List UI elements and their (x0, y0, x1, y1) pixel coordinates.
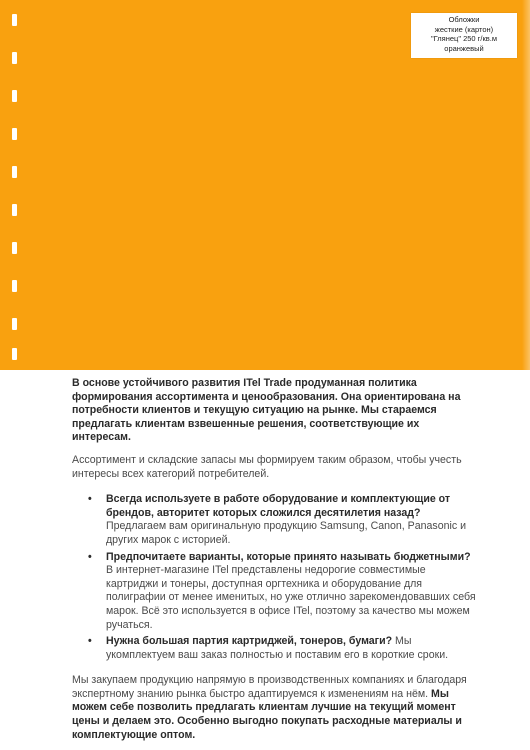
punch-hole (12, 14, 17, 26)
punch-hole (12, 52, 17, 64)
label-color: оранжевый (444, 43, 484, 53)
list-item (106, 493, 480, 547)
punch-hole (12, 242, 17, 254)
punch-hole (12, 348, 17, 360)
punch-hole (12, 128, 17, 140)
punch-hole (12, 166, 17, 178)
punch-hole (12, 318, 17, 330)
product-label (411, 13, 517, 58)
list-item (106, 551, 480, 633)
closing-paragraph (72, 674, 480, 742)
company-text (72, 377, 480, 742)
punch-hole (12, 204, 17, 216)
list-item-text: Мы укомплектуем ваш заказ полностью и поставим его в короткие сроки. (106, 635, 449, 661)
list-item-text: В интернет-магазине ITel представлены недорогие совместимые картриджи и тонеры, доступная оргтехника и оборудование для полиграфии от менее именитых, но уже отлично зарекомендовавших себя марок. Всё это используется в офисе ITel, поэтому за качество мы можем ручаться. (106, 564, 476, 631)
list-item-text: Предлагаем вам оригинальную продукцию Samsung, Canon, Panasonic и других марок с историей. (106, 520, 467, 546)
binding-punch-holes (12, 0, 20, 370)
closing-bold-text: Мы можем себе позволить предлагать клиентам лучшие на текущий момент цены и делаем это. Особенно выгодно покупать расходные материалы и комплектующие оптом. (72, 687, 462, 741)
list-item (106, 635, 480, 662)
list-item-lead: Нужна большая партия картриджей, тонеров, бумаги? (106, 635, 393, 648)
closing-text: Мы закупаем продукцию напрямую в производственных компаниях и благодаря экспертному знанию рынка быстро адаптируемся к изменениям на нём. (72, 674, 467, 700)
intro-bold-paragraph: В основе устойчивого развития ITel Trade продуманная политика формирования ассортимента и ценообразования. Она ориентирована на потребности клиентов и текущую ситуацию на рынке. Мы стараемся предлагать клиентам взвешенные решения, соответствующие их интересам. (72, 377, 461, 444)
list-item-lead: Всегда используете в работе оборудование и комплектующие от брендов, авторитет которых сложился десятилетия назад? (106, 493, 451, 519)
label-material: жесткие (картон) (434, 24, 494, 34)
intro-paragraph: Ассортимент и складские запасы мы формируем таким образом, чтобы учесть интересы всех категорий потребителей. (72, 453, 462, 480)
offer-list (72, 493, 480, 662)
list-item-lead: Предпочитаете варианты, которые принято называть бюджетными? (106, 550, 471, 563)
label-finish-density: "Глянец" 250 г/кв.м (430, 34, 498, 44)
label-title: Обложки (448, 15, 480, 24)
punch-hole (12, 90, 17, 102)
punch-hole (12, 280, 17, 292)
orange-cover-sample (0, 0, 530, 370)
